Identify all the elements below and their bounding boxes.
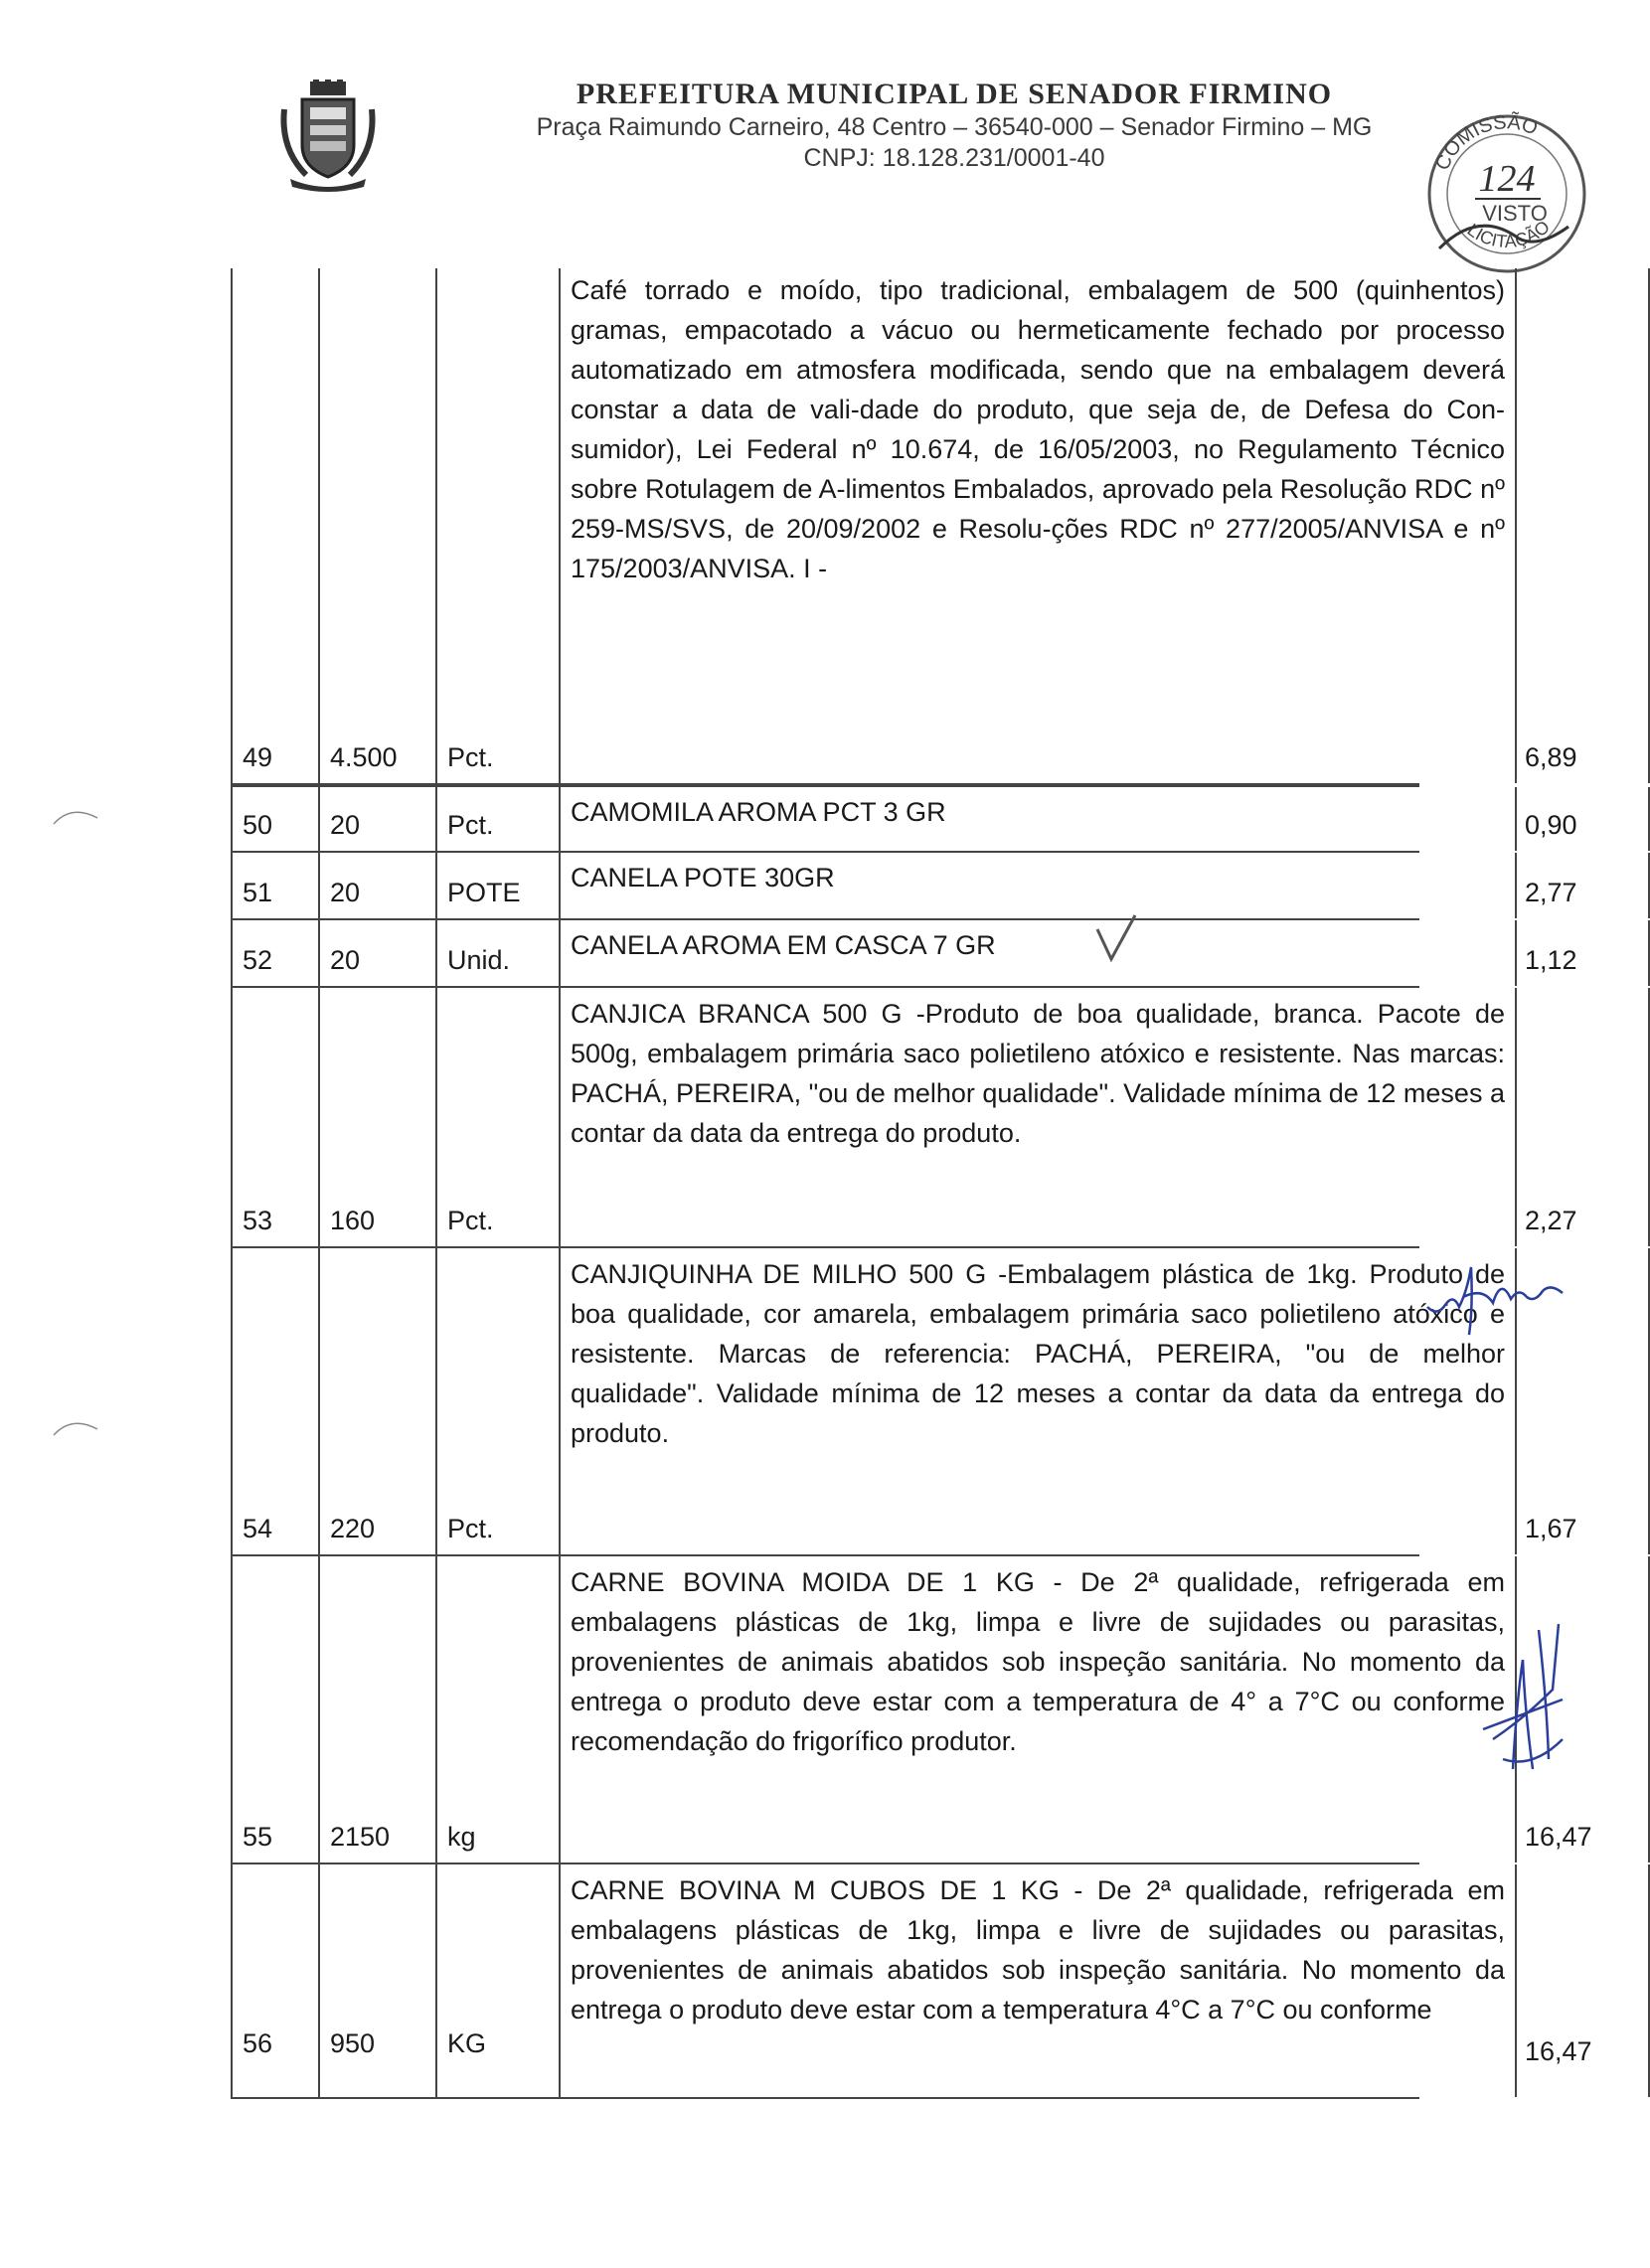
item-unit: Pct. <box>447 810 494 840</box>
item-description: CARNE BOVINA M CUBOS DE 1 KG - De 2ª qualidade, refrigerada em embalagens plásticas de 1kg, limpa e livre de sujidades ou parasitas, provenientes de animais abatidos sob inspeção sanitária. No momento da entrega o produto deve estar com a temperatura 4°C a 7°C ou conforme <box>571 1875 1505 2025</box>
item-description: CANJICA BRANCA 500 G -Produto de boa qualidade, branca. Pacote de 500g, embalagem primária saco polietileno atóxico e resistente. Nas marcas: PACHÁ, PEREIRA, "ou de melhor qualidade". Validade mínima de 12 meses a contar da data da entrega do produto. <box>571 999 1505 1148</box>
stamp-bottom-text: LICITAÇÃO <box>1463 216 1554 252</box>
table-row <box>233 853 1577 920</box>
item-unit: kg <box>447 1822 476 1852</box>
item-description: CARNE BOVINA MOIDA DE 1 KG - De 2ª qualidade, refrigerada em embalagens plásticas de 1kg, limpa e livre de sujidades ou parasitas, provenientes de animais abatidos sob inspeção sanitária. No momento da entrega o produto deve estar com a temperatura de 4° a 7°C ou conforme recomendação do frigorífico produtor. <box>571 1567 1505 1756</box>
item-price: 16,47 <box>1525 2036 1592 2066</box>
table-row <box>233 1864 1592 2099</box>
item-description: CAMOMILA AROMA PCT 3 GR <box>571 797 946 827</box>
item-price: 1,67 <box>1525 1514 1577 1543</box>
item-number: 51 <box>243 878 273 907</box>
table-row <box>233 785 1577 853</box>
address-line: Praça Raimundo Carneiro, 48 Centro – 36540-000 – Senador Firmino – MG <box>536 113 1373 141</box>
item-price: 0,90 <box>1525 810 1577 840</box>
table-row <box>233 1556 1592 1864</box>
item-unit: KG <box>447 2028 487 2058</box>
table-row <box>233 1248 1577 1556</box>
item-unit: Pct. <box>447 742 494 772</box>
item-quantity: 160 <box>330 1206 376 1235</box>
table-row <box>233 988 1577 1248</box>
municipal-crest-icon <box>280 80 376 191</box>
item-quantity: 220 <box>330 1514 376 1543</box>
item-unit: POTE <box>447 878 521 907</box>
check-mark-icon <box>1091 909 1141 969</box>
table-row <box>233 920 1577 988</box>
item-number: 55 <box>243 1822 273 1852</box>
municipality-title: PREFEITURA MUNICIPAL DE SENADOR FIRMINO <box>576 78 1333 110</box>
item-number: 56 <box>243 2028 273 2058</box>
item-price: 1,12 <box>1525 945 1577 975</box>
item-description: CANELA AROMA EM CASCA 7 GR <box>571 930 996 960</box>
item-number: 54 <box>243 1514 273 1543</box>
handwritten-initials-icon <box>1423 1247 1572 1337</box>
item-description: CANJIQUINHA DE MILHO 500 G -Embalagem plástica de 1kg. Produto de boa qualidade, cor amarela, embalagem primária saco polietileno atóxico e resistente. Marcas de referencia: PACHÁ, PEREIRA, "ou de melhor qualidade". Validade mínima de 12 meses a contar da data da entrega do produto. <box>571 1259 1505 1448</box>
document-header <box>0 70 1590 252</box>
item-quantity: 20 <box>330 945 361 975</box>
item-price: 6,89 <box>1525 742 1577 772</box>
item-quantity: 950 <box>330 2028 376 2058</box>
item-quantity: 4.500 <box>330 742 398 772</box>
items-table <box>231 268 1592 2099</box>
item-quantity: 2150 <box>330 1822 391 1852</box>
stamp-middle-text: VISTO <box>1482 201 1548 226</box>
scan-mark-icon <box>52 800 101 830</box>
stamp-top-text: COMISSÃO <box>1431 111 1541 174</box>
item-unit: Pct. <box>447 1206 494 1235</box>
commission-stamp <box>1419 99 1593 283</box>
item-description: Café torrado e moído, tipo tradicional, embalagem de 500 (quinhentos) gramas, empacotado a vácuo ou hermeticamente fechado por processo automatizado em atmosfera modificada, sendo que na embalagem deverá constar a data de vali-dade do produto, que seja de, de Defesa do Con-sumidor), Lei Federal nº 10.674, de 16/05/2003, no Regulamento Técnico sobre Rotulagem de A-limentos Embalados, aprovado pela Resolução RDC nº 259-MS/SVS, de 20/09/2002 e Resolu-ções RDC nº 277/2005/ANVISA e nº 175/2003/ANVISA. I - <box>571 275 1505 583</box>
handwritten-signature-icon <box>1463 1620 1572 1789</box>
item-price: 2,27 <box>1525 1206 1577 1235</box>
table-row <box>233 268 1577 785</box>
item-number: 53 <box>243 1206 273 1235</box>
item-number: 52 <box>243 945 273 975</box>
cnpj-line: CNPJ: 18.128.231/0001-40 <box>803 144 1105 172</box>
item-unit: Pct. <box>447 1514 494 1543</box>
item-number: 50 <box>243 810 273 840</box>
scan-mark-icon <box>52 1411 101 1441</box>
item-price: 16,47 <box>1525 1822 1592 1852</box>
item-price: 2,77 <box>1525 878 1577 907</box>
item-description: CANELA POTE 30GR <box>571 863 835 892</box>
item-quantity: 20 <box>330 810 361 840</box>
item-number: 49 <box>243 742 273 772</box>
stamp-number: 124 <box>1478 158 1536 200</box>
item-unit: Unid. <box>447 945 511 975</box>
item-quantity: 20 <box>330 878 361 907</box>
